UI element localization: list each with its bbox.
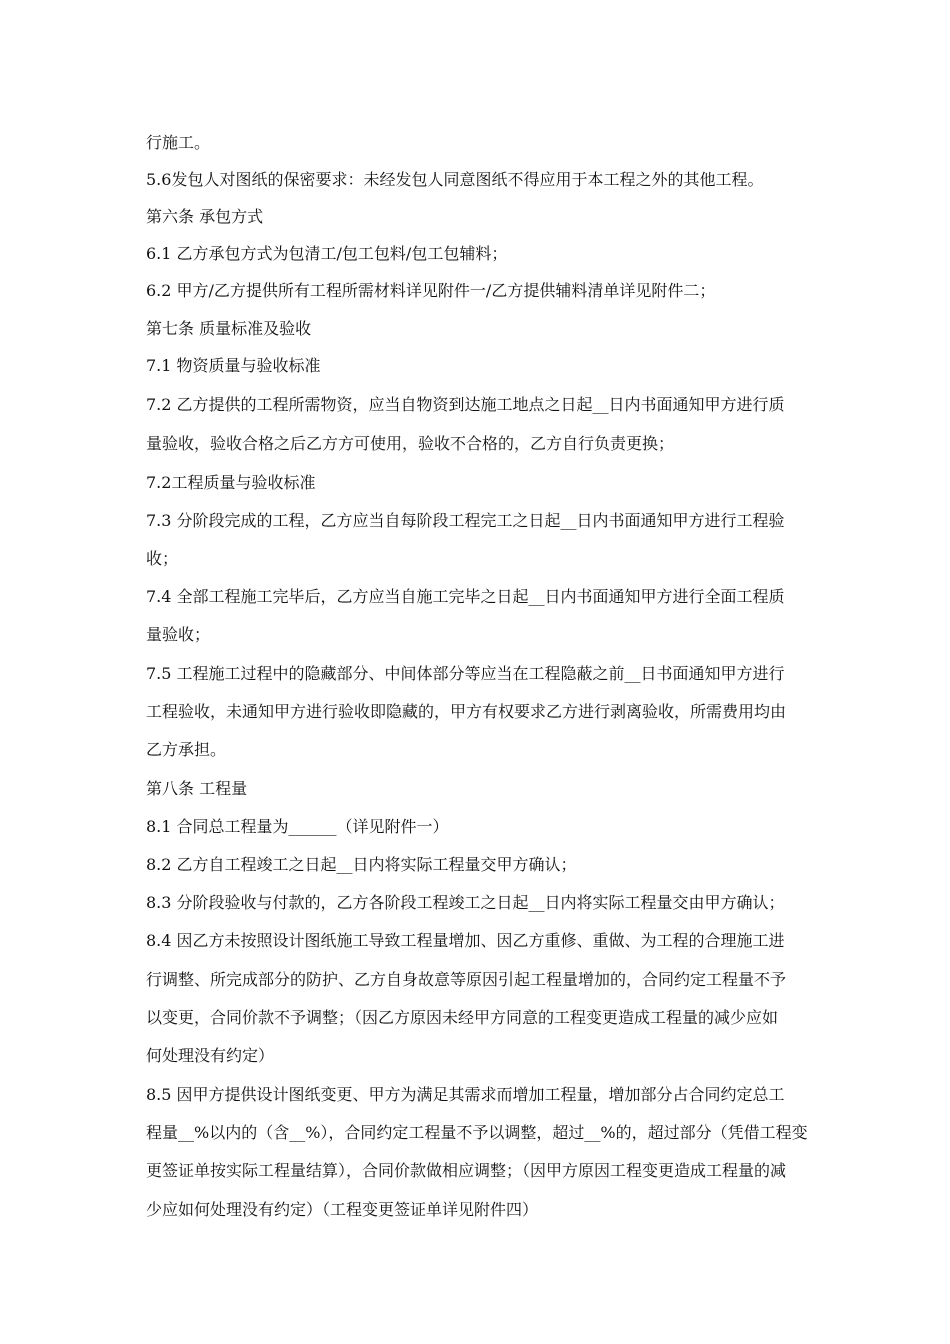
text-line: 8.1 合同总工程量为______（详见附件一）	[146, 817, 449, 836]
section-heading: 第七条 质量标准及验收	[146, 319, 312, 338]
text-line: 7.4 全部工程施工完毕后，乙方应当自施工完毕之日起__日内书面通知甲方进行全面工程质	[146, 587, 785, 606]
text-line: 8.3 分阶段验收与付款的，乙方各阶段工程竣工之日起__日内将实际工程量交由甲方确认；	[146, 893, 785, 912]
text-line: 7.2 乙方提供的工程所需物资，应当自物资到达施工地点之日起__日内书面通知甲方进行质	[146, 395, 785, 414]
text-line: 以变更，合同价款不予调整；（因乙方原因未经甲方同意的工程变更造成工程量的减少应如	[146, 1008, 779, 1027]
text-line: 7.2工程质量与验收标准	[146, 473, 316, 492]
text-line: 7.5 工程施工过程中的隐藏部分、中间体部分等应当在工程隐蔽之前__日书面通知甲方进行	[146, 664, 785, 683]
text-line: 5.6发包人对图纸的保密要求：未经发包人同意图纸不得应用于本工程之外的其他工程。	[146, 170, 764, 189]
text-line: 更签证单按实际工程量结算），合同价款做相应调整；（因甲方原因工程变更造成工程量的减	[146, 1161, 787, 1180]
text-line: 7.1 物资质量与验收标准	[146, 356, 321, 375]
text-line: 乙方承担。	[146, 740, 227, 759]
section-heading: 第八条 工程量	[146, 779, 248, 798]
text-line: 量验收；	[146, 625, 211, 644]
text-line: 何处理没有约定）	[146, 1046, 275, 1065]
text-line: 量验收，验收合格之后乙方方可使用，验收不合格的，乙方自行负责更换；	[146, 434, 675, 453]
text-line: 行调整、所完成部分的防护、乙方自身故意等原因引起工程量增加的，合同约定工程量不予	[146, 970, 787, 989]
text-line: 6.1 乙方承包方式为包清工/包工包料/包工包辅料；	[146, 244, 508, 263]
text-line: 8.2 乙方自工程竣工之日起__日内将实际工程量交甲方确认；	[146, 855, 577, 874]
text-line: 7.3 分阶段完成的工程，乙方应当自每阶段工程完工之日起__日内书面通知甲方进行工程验	[146, 511, 785, 530]
text-line: 少应如何处理没有约定）（工程变更签证单详见附件四）	[146, 1200, 539, 1219]
text-line: 收；	[146, 549, 179, 568]
text-line: 程量__%以内的（含__%），合同约定工程量不予以调整，超过__%的，超过部分（凭借工程变	[146, 1123, 808, 1142]
text-line: 8.5 因甲方提供设计图纸变更、甲方为满足其需求而增加工程量，增加部分占合同约定总工	[146, 1085, 785, 1104]
section-heading: 第六条 承包方式	[146, 207, 264, 226]
text-line: 8.4 因乙方未按照设计图纸施工导致工程量增加、因乙方重修、重做、为工程的合理施工进	[146, 931, 785, 950]
text-line: 工程验收，未通知甲方进行验收即隐藏的，甲方有权要求乙方进行剥离验收，所需费用均由	[146, 702, 787, 721]
text-line: 行施工。	[146, 133, 211, 152]
text-line: 6.2 甲方/乙方提供所有工程所需材料详见附件一/乙方提供辅料清单详见附件二；	[146, 281, 716, 300]
